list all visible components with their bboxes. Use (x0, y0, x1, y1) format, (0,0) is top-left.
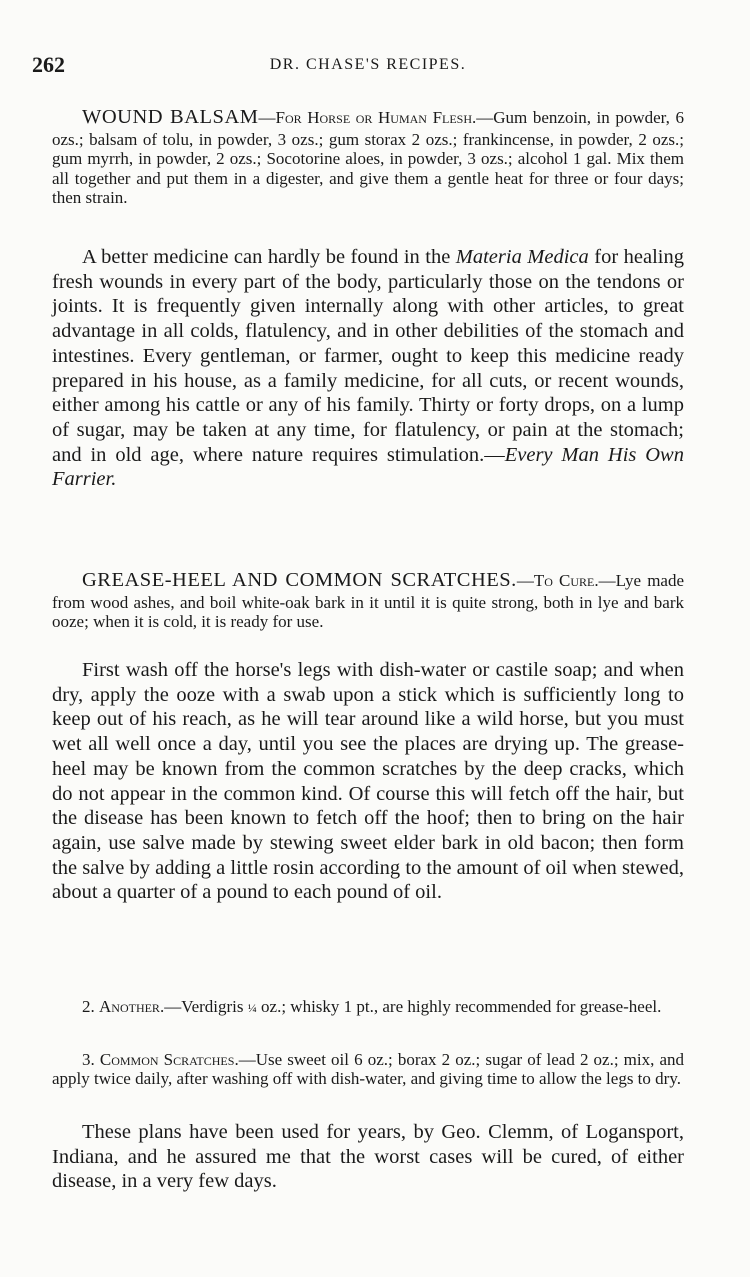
grease-heel-subhead: —To Cure. (516, 571, 599, 590)
page-number: 262 (32, 52, 65, 77)
one-quarter-fraction: ¼ (247, 1001, 257, 1015)
another-number: 2. (82, 997, 99, 1016)
another-label: Another. (99, 997, 165, 1016)
page-header (32, 52, 684, 82)
medicine-paragraph (52, 245, 684, 492)
materia-medica-italic: Materia Medica (455, 246, 589, 268)
wound-balsam-heading: WOUND BALSAM (82, 106, 259, 128)
wound-balsam-recipe (52, 105, 684, 207)
medicine-text-2: for healing fresh wounds in every part of the body, particularly those on the tendons or joints. It is frequently given internally along with other articles, to great advantage in all colds, flatulency, and in other debilities of the stomach and intestines. Every gentleman, or farmer, ought to keep this medicine ready prepared in his house, as a family medicine, for all cuts, or recent wounds, either among his cattle or any of his family. Thirty or forty drops, on a lump of sugar, may be taken at any time, for flatulency, or pain at the stomach; and in old age, where nature requires stimulation.— (52, 246, 684, 466)
wound-balsam-body: —Gum benzoin, in powder, 6 ozs.; balsam of tolu, in powder, 3 ozs.; gum storax 2 ozs.; frankincense, in powder, 2 ozs.; gum myrrh, in powder, 2 ozs.; Socotorine aloes, in powder, 3 ozs.; alcohol 1 gal. Mix them all together and put them in a digester, and give them a gentle heat for three or four days; then strain. (52, 108, 685, 207)
common-scratches-number: 3. (82, 1050, 100, 1069)
running-title: DR. CHASE'S RECIPES. (269, 56, 467, 73)
common-scratches-label: Common Scratches. (99, 1050, 239, 1069)
wound-balsam-subhead: —For Horse or Human Flesh. (258, 108, 477, 127)
another-recipe (52, 997, 684, 1018)
medicine-text-1: A better medicine can hardly be found in the (82, 246, 456, 268)
another-text-1: —Verdigris (164, 997, 248, 1016)
grease-heel-recipe (52, 568, 684, 632)
another-text-2: oz.; whisky 1 pt., are highly recommended for grease-heel. (256, 997, 662, 1016)
grease-heel-heading: GREASE-HEEL AND COMMON SCRATCHES. (82, 569, 517, 591)
first-wash-paragraph: First wash off the horse's legs with dish-water or castile soap; and when dry, apply the ooze with a swab upon a stick which is sufficiently long to keep out of his reach, as he will tear around like a wild horse, but you must wet all well once a day, until you see the places are drying up. The grease-heel may be known from the common scratches by the deep cracks, which do not appear in the common kind. Of course this will fetch off the hair, but the disease has been known to fetch off the hoof; then to bring on the hair again, use salve made by stewing sweet elder bark in old bacon; then form the salve by adding a little rosin according to the amount of oil when stewed, about a quarter of a pound to each pound of oil. (52, 659, 684, 904)
final-paragraph: These plans have been used for years, by Geo. Clemm, of Logansport, Indiana, and he assured me that the worst cases will be cured, of either disease, in a very few days. (52, 1121, 684, 1193)
grease-heel-body: —Lye made from wood ashes, and boil white-oak bark in it until it is quite strong, both in lye and bark ooze; when it is cold, it is ready for use. (52, 571, 685, 632)
common-scratches-recipe (52, 1050, 684, 1089)
common-scratches-body: —Use sweet oil 6 oz.; borax 2 oz.; sugar of lead 2 oz.; mix, and apply twice daily, after washing off with dish-water, and giving time to allow the legs to dry. (52, 1050, 685, 1089)
farrier-citation: Every Man His Own Farrier. (52, 443, 684, 491)
